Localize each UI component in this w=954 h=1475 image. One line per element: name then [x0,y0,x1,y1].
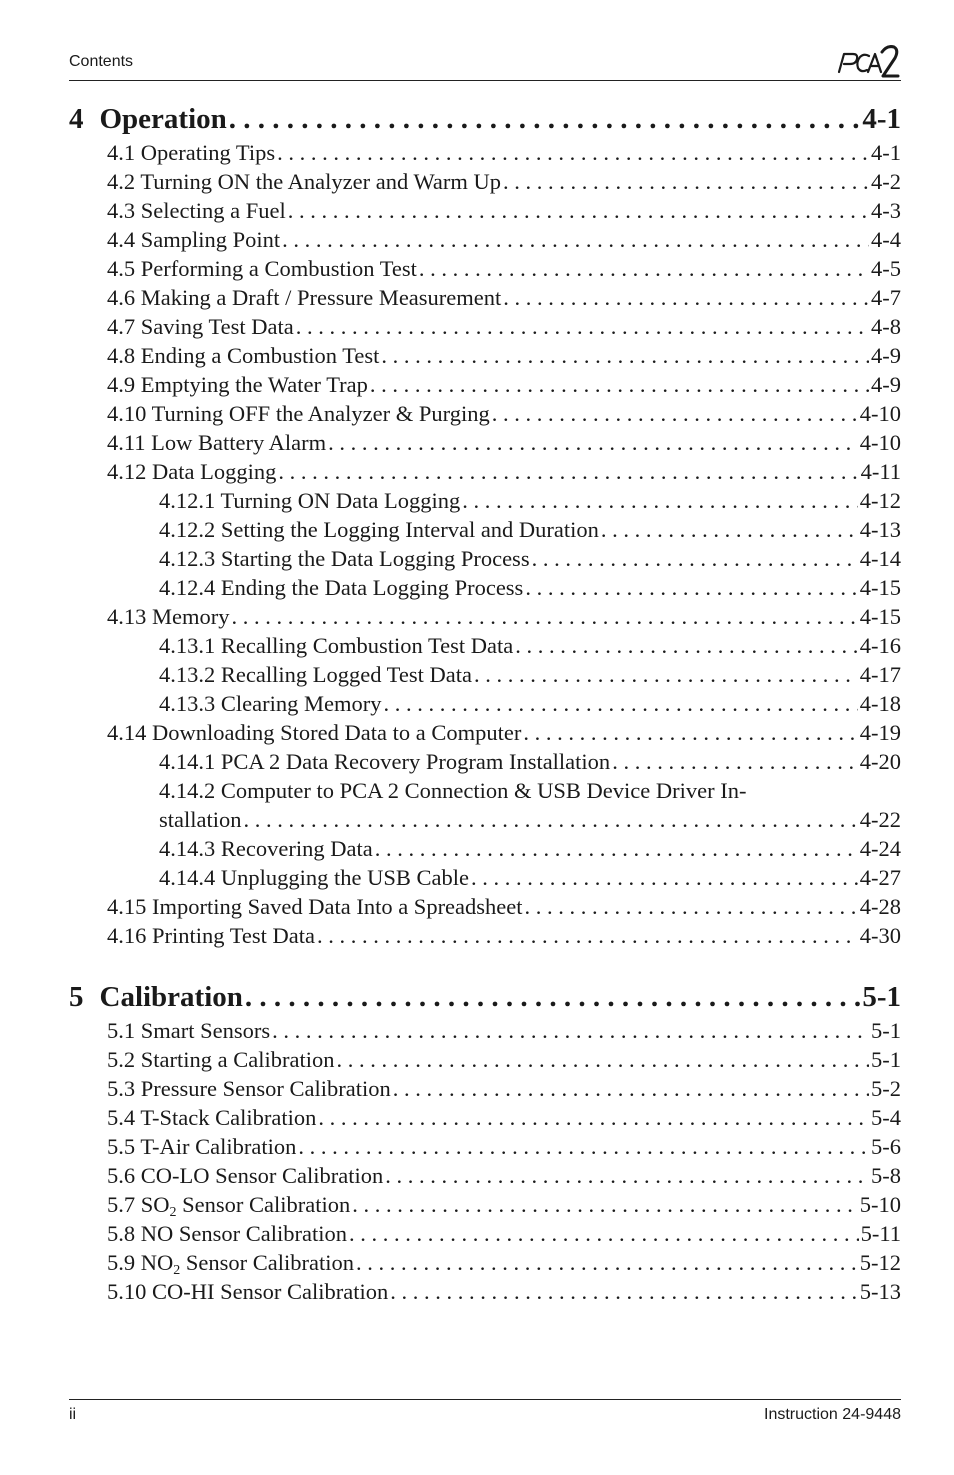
dot-leader [385,1161,869,1190]
dot-leader [352,1190,858,1219]
toc-entry-page: 4-13 [859,517,901,542]
dot-leader [328,428,858,457]
dot-leader [525,573,857,602]
toc-entry-title: 4.16 Printing Test Data [107,923,315,948]
dot-leader [232,602,858,631]
toc-entry[interactable] [69,428,901,457]
dot-leader [336,1045,869,1074]
toc-entry[interactable] [69,834,901,863]
toc-entry-page: 5-1 [871,1047,901,1072]
dot-leader [375,834,858,863]
toc-entry-page: 5-2 [871,1076,901,1101]
toc-entry-title: 5.8 NO Sensor Calibration [107,1221,347,1246]
toc-entry[interactable] [69,747,901,776]
toc-entry[interactable] [69,1161,901,1190]
dot-leader [317,921,858,950]
dot-leader [288,196,869,225]
toc-entry[interactable] [69,1045,901,1074]
toc-entry[interactable] [69,225,901,254]
toc-entry-title: 4.2 Turning ON the Analyzer and Warm Up [107,169,501,194]
toc-entry-page: 4-15 [859,604,901,629]
toc-entry-title: 4.5 Performing a Combustion Test [107,256,417,281]
dot-leader [601,515,858,544]
dot-leader [356,1248,858,1277]
dot-leader [419,254,869,283]
toc-entry-page: 4-2 [871,169,901,194]
toc-entry-page: 4-9 [871,372,901,397]
toc-entry-title: 5.9 NO [107,1250,174,1275]
toc-entry-title-rest: Sensor Calibration [180,1250,354,1275]
toc-entry-title: 4.14.1 PCA 2 Data Recovery Program Installation [159,749,611,774]
dot-leader [318,1103,869,1132]
toc-chapter-5[interactable] [69,978,901,1016]
toc-entry-title: 4.12.2 Setting the Logging Interval and Duration [159,517,599,542]
dot-leader [462,486,857,515]
toc-entry-title: 4.10 Turning OFF the Analyzer & Purging [107,401,490,426]
toc-entry-title: 4.14 Downloading Stored Data to a Computer [107,720,522,745]
dot-leader [245,978,860,1016]
subscript: 2 [169,1205,177,1219]
toc-entry-page: 4-10 [859,401,901,426]
page-header [69,50,901,81]
toc-chapter-4[interactable] [69,100,901,138]
toc-entry-page: 4-1 [871,140,901,165]
toc-entry-title: 4.4 Sampling Point [107,227,281,252]
toc-entry-title: 4.13.1 Recalling Combustion Test Data [159,633,514,658]
toc-entry-page: 4-16 [859,633,901,658]
toc-entry-title: 4.13 Memory [107,604,230,629]
toc-entry[interactable] [69,1219,901,1248]
dot-leader [272,1016,869,1045]
chapter-number: 4 [69,103,84,135]
toc-entry[interactable] [69,138,901,167]
toc-entry[interactable] [69,1074,901,1103]
toc-entry-page: 5-6 [871,1134,901,1159]
toc-entry-page: 4-22 [859,807,901,832]
toc-entry-page: 4-28 [859,894,901,919]
subscript: 2 [173,1263,181,1277]
toc-entry[interactable] [69,341,901,370]
dot-leader [296,312,869,341]
toc-entry-title: 4.13.2 Recalling Logged Test Data [159,662,472,687]
toc-entry[interactable] [69,1016,901,1045]
toc-entry-title: 4.12.4 Ending the Data Logging Process [159,575,524,600]
toc-entry[interactable] [69,370,901,399]
toc-entry-page: 4-20 [859,749,901,774]
toc-entry-page: 4-18 [859,691,901,716]
document-id: Instruction 24-9448 [764,1406,901,1423]
toc-entry-page: 4-5 [871,256,901,281]
dot-leader [503,167,869,196]
toc-entry[interactable] [69,167,901,196]
pca2-logo [835,42,901,80]
toc-entry[interactable] [69,196,901,225]
toc-entry[interactable] [69,1132,901,1161]
toc-entry-page: 4-15 [859,575,901,600]
dot-leader [229,100,861,138]
toc-entry[interactable] [69,602,901,631]
toc-entry-title: 5.5 T-Air Calibration [107,1134,297,1159]
toc-entry-page: 4-4 [871,227,901,252]
toc-entry-page: 5-4 [871,1105,901,1130]
toc-entry-title: 4.12.3 Starting the Data Logging Process [159,546,530,571]
toc-entry[interactable] [69,515,901,544]
dot-leader [492,399,858,428]
toc-entry[interactable] [69,1190,901,1219]
toc-entry-title: 4.15 Importing Saved Data Into a Spreadsheet [107,894,523,919]
toc-entry-page: 4-30 [859,923,901,948]
toc-entry-page: 4-14 [859,546,901,571]
toc-entry[interactable] [69,863,901,892]
toc-entry[interactable] [69,689,901,718]
dot-leader [383,689,857,718]
dot-leader [278,457,858,486]
toc-entry-page: 5-1 [871,1018,901,1043]
toc-entry[interactable] [69,399,901,428]
toc-entry-title: 5.3 Pressure Sensor Calibration [107,1076,391,1101]
table-of-contents [69,100,901,1306]
dot-leader [381,341,869,370]
toc-entry-title: 5.10 CO-HI Sensor Calibration [107,1279,389,1304]
dot-leader [503,283,869,312]
toc-entry-page: 4-24 [859,836,901,861]
toc-entry-title: 4.14.3 Recovering Data [159,836,373,861]
toc-entry[interactable] [69,660,901,689]
toc-entry-page: 5-12 [859,1250,901,1275]
toc-entry-page: 4-11 [860,459,901,484]
toc-entry-title: 4.14.4 Unplugging the USB Cable [159,865,469,890]
toc-entry[interactable] [69,486,901,515]
toc-entry[interactable] [69,1277,901,1306]
toc-entry-first-line[interactable]: 4.14.2 Computer to PCA 2 Connection & USB Device Driver In- [159,778,747,803]
toc-entry-page: 5-11 [860,1221,901,1246]
toc-entry[interactable] [69,718,901,747]
dot-leader [612,747,858,776]
chapter-title: Calibration [99,981,243,1013]
dot-leader [532,544,858,573]
dot-leader [282,225,869,254]
toc-entry-page: 4-17 [859,662,901,687]
dot-leader [390,1277,858,1306]
dot-leader [393,1074,869,1103]
chapter-page: 4-1 [862,103,901,135]
dot-leader [298,1132,869,1161]
toc-entry-page: 5-8 [871,1163,901,1188]
toc-entry[interactable] [69,921,901,950]
dot-leader [474,660,858,689]
toc-entry-page: 4-10 [859,430,901,455]
dot-leader [471,863,858,892]
toc-entry-title-rest: Sensor Calibration [176,1192,351,1217]
toc-entry-title: stallation [159,807,242,832]
toc-entry-title: 4.12.1 Turning ON Data Logging [159,488,461,513]
toc-entry-title: 4.13.3 Clearing Memory [159,691,382,716]
toc-entry-page: 5-13 [859,1279,901,1304]
toc-entry-title: 5.6 CO-LO Sensor Calibration [107,1163,384,1188]
toc-entry-title: 4.8 Ending a Combustion Test [107,343,380,368]
toc-entry-page: 4-12 [859,488,901,513]
toc-entry-title: 4.12 Data Logging [107,459,277,484]
toc-entry-page: 4-7 [871,285,901,310]
toc-entry-page: 4-9 [871,343,901,368]
toc-entry-title: 5.1 Smart Sensors [107,1018,271,1043]
toc-entry-title: 5.7 SO [107,1192,170,1217]
dot-leader [349,1219,859,1248]
toc-entry-title: 4.11 Low Battery Alarm [107,430,327,455]
toc-entry[interactable] [69,1103,901,1132]
toc-entry[interactable] [69,283,901,312]
chapter-number: 5 [69,981,84,1013]
dot-leader [515,631,858,660]
toc-entry-continuation[interactable] [69,805,901,834]
toc-entry-title: 5.4 T-Stack Calibration [107,1105,317,1130]
toc-entry-title: 4.7 Saving Test Data [107,314,294,339]
toc-entry-page: 5-10 [859,1192,901,1217]
toc-entry-page: 4-3 [871,198,901,223]
dot-leader [523,718,857,747]
toc-entry[interactable] [69,573,901,602]
toc-entry[interactable] [69,892,901,921]
toc-entry-title: 4.1 Operating Tips [107,140,276,165]
page-number: ii [69,1406,77,1423]
toc-entry-title: 4.6 Making a Draft / Pressure Measurement [107,285,502,310]
toc-entry-title: 4.3 Selecting a Fuel [107,198,286,223]
toc-entry-title: 4.9 Emptying the Water Trap [107,372,368,397]
chapter-title: Operation [99,103,227,135]
dot-leader [370,370,869,399]
toc-entry-title: 5.2 Starting a Calibration [107,1047,335,1072]
toc-entry[interactable] [69,457,901,486]
dot-leader [525,892,858,921]
dot-leader [277,138,869,167]
toc-entry[interactable] [69,312,901,341]
toc-entry[interactable] [69,1248,901,1277]
chapter-page: 5-1 [862,981,901,1013]
toc-entry[interactable] [69,631,901,660]
toc-entry-page: 4-8 [871,314,901,339]
dot-leader [244,805,858,834]
header-section-label: Contents [69,53,134,70]
toc-entry-page: 4-19 [859,720,901,745]
toc-entry[interactable] [69,254,901,283]
toc-entry[interactable] [69,544,901,573]
toc-entry-page: 4-27 [859,865,901,890]
page-footer [69,1399,901,1423]
